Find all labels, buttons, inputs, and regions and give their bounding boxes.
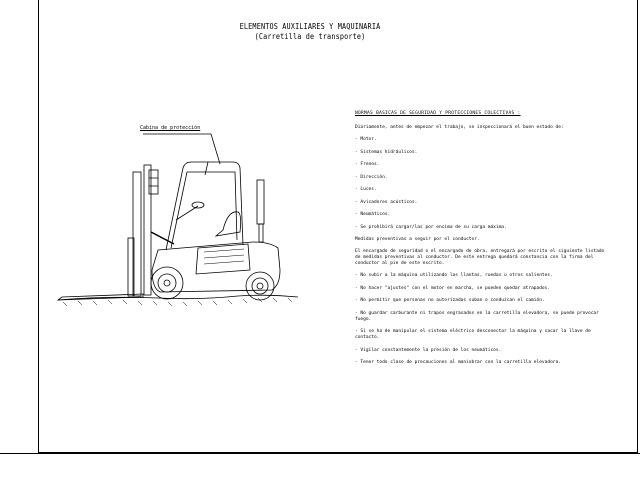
check-item: - Dirección. <box>355 174 388 180</box>
forklift-drawing <box>48 120 298 310</box>
steering-wheel <box>192 202 204 208</box>
ground-hatch <box>63 298 292 306</box>
callout-leader <box>143 134 220 164</box>
callout-label: Cabina de protección <box>140 125 201 131</box>
measures-title: Medidas preventivas a seguir por el conductor. <box>355 237 480 242</box>
title-line-2: (Carretilla de transporte) <box>254 32 366 41</box>
forklift-body <box>152 242 280 292</box>
rule-item: - No permitir que personas no autorizadas suban o conduzcan el camión. <box>355 298 545 303</box>
measures-intro: El encargado de seguridad o el encargado de obra, entregará por escrito el siguiente listado de medidas preventivas al conductor. De este entrega quedará constancia con la firma del conductor al pie de este escrito. <box>355 249 605 266</box>
check-item: - Se prohibirá cargar/las por encima de su carga máxima. <box>355 224 507 230</box>
front-wheel <box>151 267 183 299</box>
exhaust-pipe <box>257 180 264 224</box>
notes-intro: Diariamente, antes de empezar el trabajo, se inspeccionará el buen estado de: <box>355 125 564 130</box>
title-line-1: ELEMENTOS AUXILIARES Y MAQUINARIA <box>239 22 381 31</box>
mast-inner <box>144 165 151 295</box>
rule-item: - No guardar carburante ni trapos engrasados en la carretilla elevadora, se puede provocar fuego. <box>355 310 599 322</box>
cab-roof-bar <box>205 162 208 175</box>
seat <box>216 212 241 236</box>
cab-inner <box>171 172 237 248</box>
rule-item: - Vigilar constantemente la presión de los neumáticos. <box>355 347 502 353</box>
rule-item: - No hacer "ajustes" con el motor en marcha, se pueden quedar atrapados. <box>355 285 551 291</box>
lift-cylinder <box>149 170 158 194</box>
safety-notes <box>355 111 610 373</box>
protective-cab <box>166 162 243 250</box>
check-item: - Frenos. <box>355 162 380 167</box>
check-item: - Avisadores acústicos. <box>355 199 418 205</box>
notes-heading: NORMAS BASICAS DE SEGURIDAD Y PROTECCIONES COLECTIVAS : <box>355 111 521 116</box>
rule-item: - Si se ha de manipular el sistema eléctrico desconectar la máquina y sacar la llave de contacto. <box>355 329 591 340</box>
rule-item: - Tener todo clase de precauciones al maniobrar con la carretilla elevadora. <box>355 360 561 365</box>
tilt-cylinder <box>151 232 174 244</box>
rear-wheel <box>246 272 274 300</box>
check-item: - Luces. <box>355 187 377 192</box>
body-panel <box>196 244 250 274</box>
check-item: - Neumáticos. <box>355 212 391 217</box>
sheet-title <box>225 22 395 42</box>
check-item: - Motor. <box>355 137 377 142</box>
rule-item: - No subir a la máquina utilizando las llantas, ruedas u otros salientes. <box>355 273 553 278</box>
frame-bottom-line <box>0 453 640 454</box>
check-item: - Sistemas hidráulicos. <box>355 149 418 155</box>
